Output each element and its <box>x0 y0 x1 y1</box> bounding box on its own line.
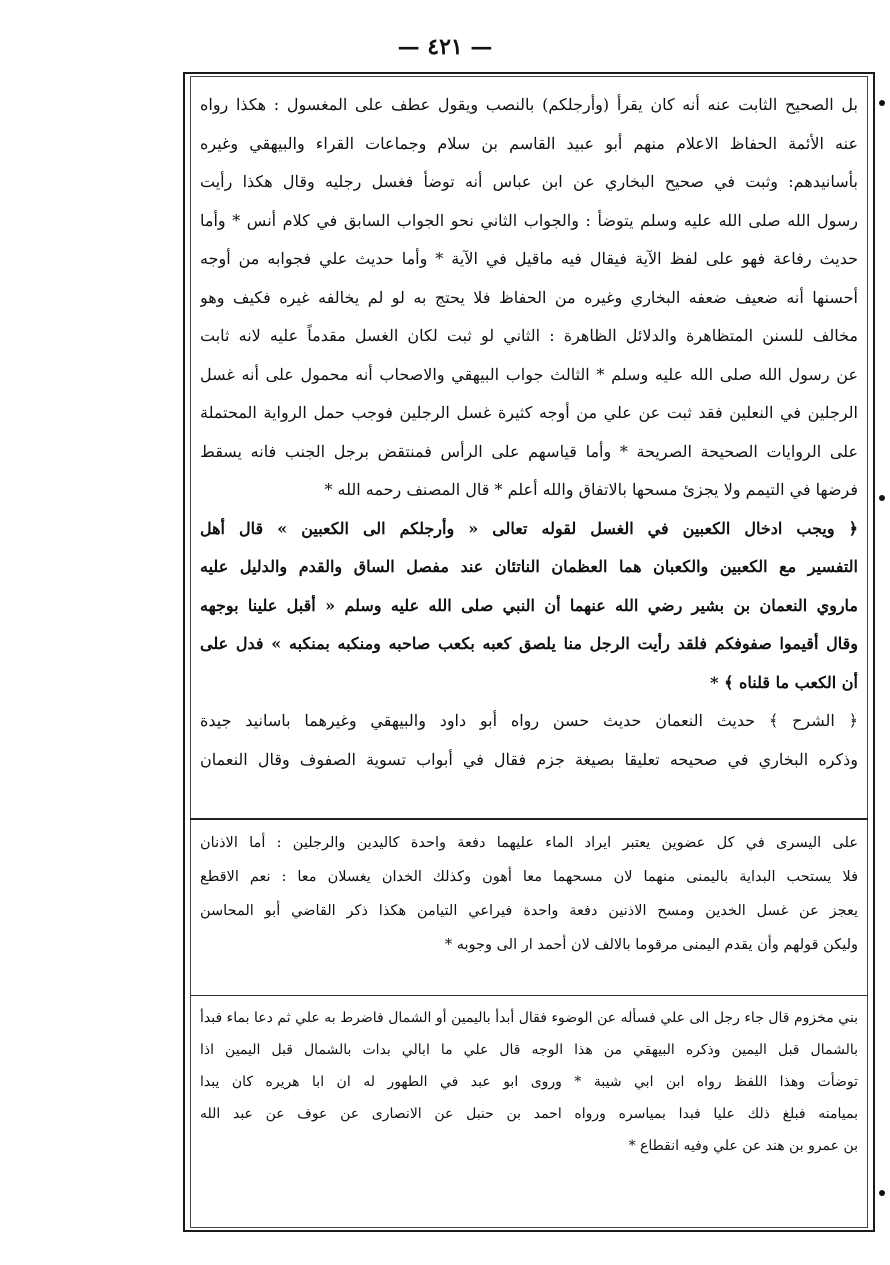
main-text-line: بل الصحيح الثابت عنه أنه كان يقرأ (وأرجلكم) بالنصب ويقول عطف على المغسول : هكذا رواه <box>200 95 858 114</box>
commentary-line: ﴿ الشرح ﴾ حديث النعمان حديث حسن رواه أبو داود والبيهقي وغيرهما باسانيد جيدة <box>200 711 858 730</box>
footnote-line: بالشمال قبل اليمين وذكره البيهقي من هذا الوجه قال علي ما ابالي بدات بالشمال قبل اليمين اذا <box>200 1042 858 1058</box>
footnote-line: يعجز عن غسل الخدين ومسح الاذنين دفعة واحدة فيراعي التيامن هكذا ذكر القاضي أبو المحاسن <box>200 903 858 919</box>
footnote-2 <box>200 1002 858 1162</box>
main-text-line: على الروايات الصحيحة الصريحة * وأما قياسهم على الرأس فمنتقض برجل الجنب فانه يسقط <box>200 441 858 461</box>
footnote-line: بميامنه فبلغ ذلك عليا فبدا بمياسره ورواه احمد بن حنبل عن الانصارى عن عوف عن عبد الله <box>200 1106 858 1122</box>
main-text-line: بأسانيدهم: وثبت في صحيح البخاري عن ابن عباس أنه توضأ فغسل رجليه وقال هكذا رأيت <box>200 172 858 191</box>
footnote-1 <box>200 826 858 962</box>
margin-mark <box>879 495 885 501</box>
main-text <box>200 86 858 779</box>
footnote-line: توضأت وهذا اللفظ رواه ابن ابي شيبة * وروى ابو عبد في الطهور له ان ابا هريره كان يبدا <box>200 1074 858 1090</box>
footnote-separator <box>190 995 868 996</box>
main-text-line: حديث رفاعة فهو على لفظ الآية فيقال فيه ماقيل في الآية * وأما حديث علي فجوابه من أوجه <box>200 249 858 268</box>
footnote-line: على اليسرى في كل عضوين يعتبر ايراد الماء عليهما دفعة واحدة كاليدين والرجلين : أما الاذنان <box>200 835 858 851</box>
main-text-line: عنه الأئمة الحفاظ الاعلام منهم أبو عبيد القاسم بن سلام وجماعات القراء والبيهقي وغيره <box>200 133 858 153</box>
main-text-line: فرضها في التيمم ولا يجزئ مسحها بالاتفاق والله أعلم * قال المصنف رحمه الله * <box>324 480 858 499</box>
main-text-line: مخالف للسنن المتظاهرة والدلائل الظاهرة : الثاني لو ثبت لكان الغسل مقدماً عليه لانه ثابت <box>200 326 858 345</box>
main-text-line: عن رسول الله صلى الله عليه وسلم * الثالث جواب البيهقي والاصحاب أنه محمول على أنه غسل <box>200 364 858 384</box>
matn-line: ﴿ ويجب ادخال الكعبين في الغسل لقوله تعالى « وأرجلكم الى الكعبين » قال أهل <box>200 518 858 538</box>
footnote-line: بني مخزوم قال جاء رجل الى علي فسأله عن الوضوء فقال أبدأ باليمين أو الشمال فاضرط به علي ثم دعا بماء فبدأ <box>200 1010 858 1026</box>
matn-line: ماروي النعمان بن بشير رضي الله عنهما أن النبي صلى الله عليه وسلم « أقبل علينا بوجهه <box>200 595 858 615</box>
main-text-line: رسول الله صلى الله عليه وسلم يتوضأ : والجواب الثاني نحو الجواب السابق في كلام أنس * وأما <box>200 210 858 230</box>
main-text-line: الرجلين في النعلين فقد ثبت عن علي من أوجه كثيرة غسل الرجلين فوجب حمل الرواية المحتملة <box>200 403 858 422</box>
footnote-line: بن عمرو بن هند عن علي وفيه انقطاع * <box>628 1138 858 1154</box>
margin-mark <box>879 1190 885 1196</box>
page-number: — ٤٢١ — <box>397 34 493 60</box>
matn-line: التفسير مع الكعبين والكعبان هما العظمان الناتئان عند مفصل الساق والقدم والدليل عليه <box>200 557 858 576</box>
footnote-separator <box>190 818 868 820</box>
footnote-line: وليكن قولهم وأن يقدم اليمنى مرقوما بالالف لان أحمد ار الى وجوبه * <box>444 937 858 953</box>
margin-mark <box>879 100 885 106</box>
matn-line: أن الكعب ما قلناه ﴾ * <box>710 672 858 692</box>
footnote-line: فلا يستحب البداية باليمنى منهما لان مسحهما معا أهون وكذلك الخدان يغسلان معا : نعم الاقطع <box>200 869 858 885</box>
main-text-line: أحسنها أنه ضعيف ضعفه البخاري وغيره من الحفاظ فلا يحتج به لو لم يخالفه غيره فكيف وهو <box>200 287 858 307</box>
matn-line: وقال أقيموا صفوفكم فلقد رأيت الرجل منا يلصق كعبه بكعب صاحبه ومنكبه بمنكبه » فدل على <box>200 634 858 653</box>
commentary-line: وذكره البخاري في صحيحه تعليقا بصيغة جزم فقال في أبواب تسوية الصفوف وقال النعمان <box>200 749 858 769</box>
